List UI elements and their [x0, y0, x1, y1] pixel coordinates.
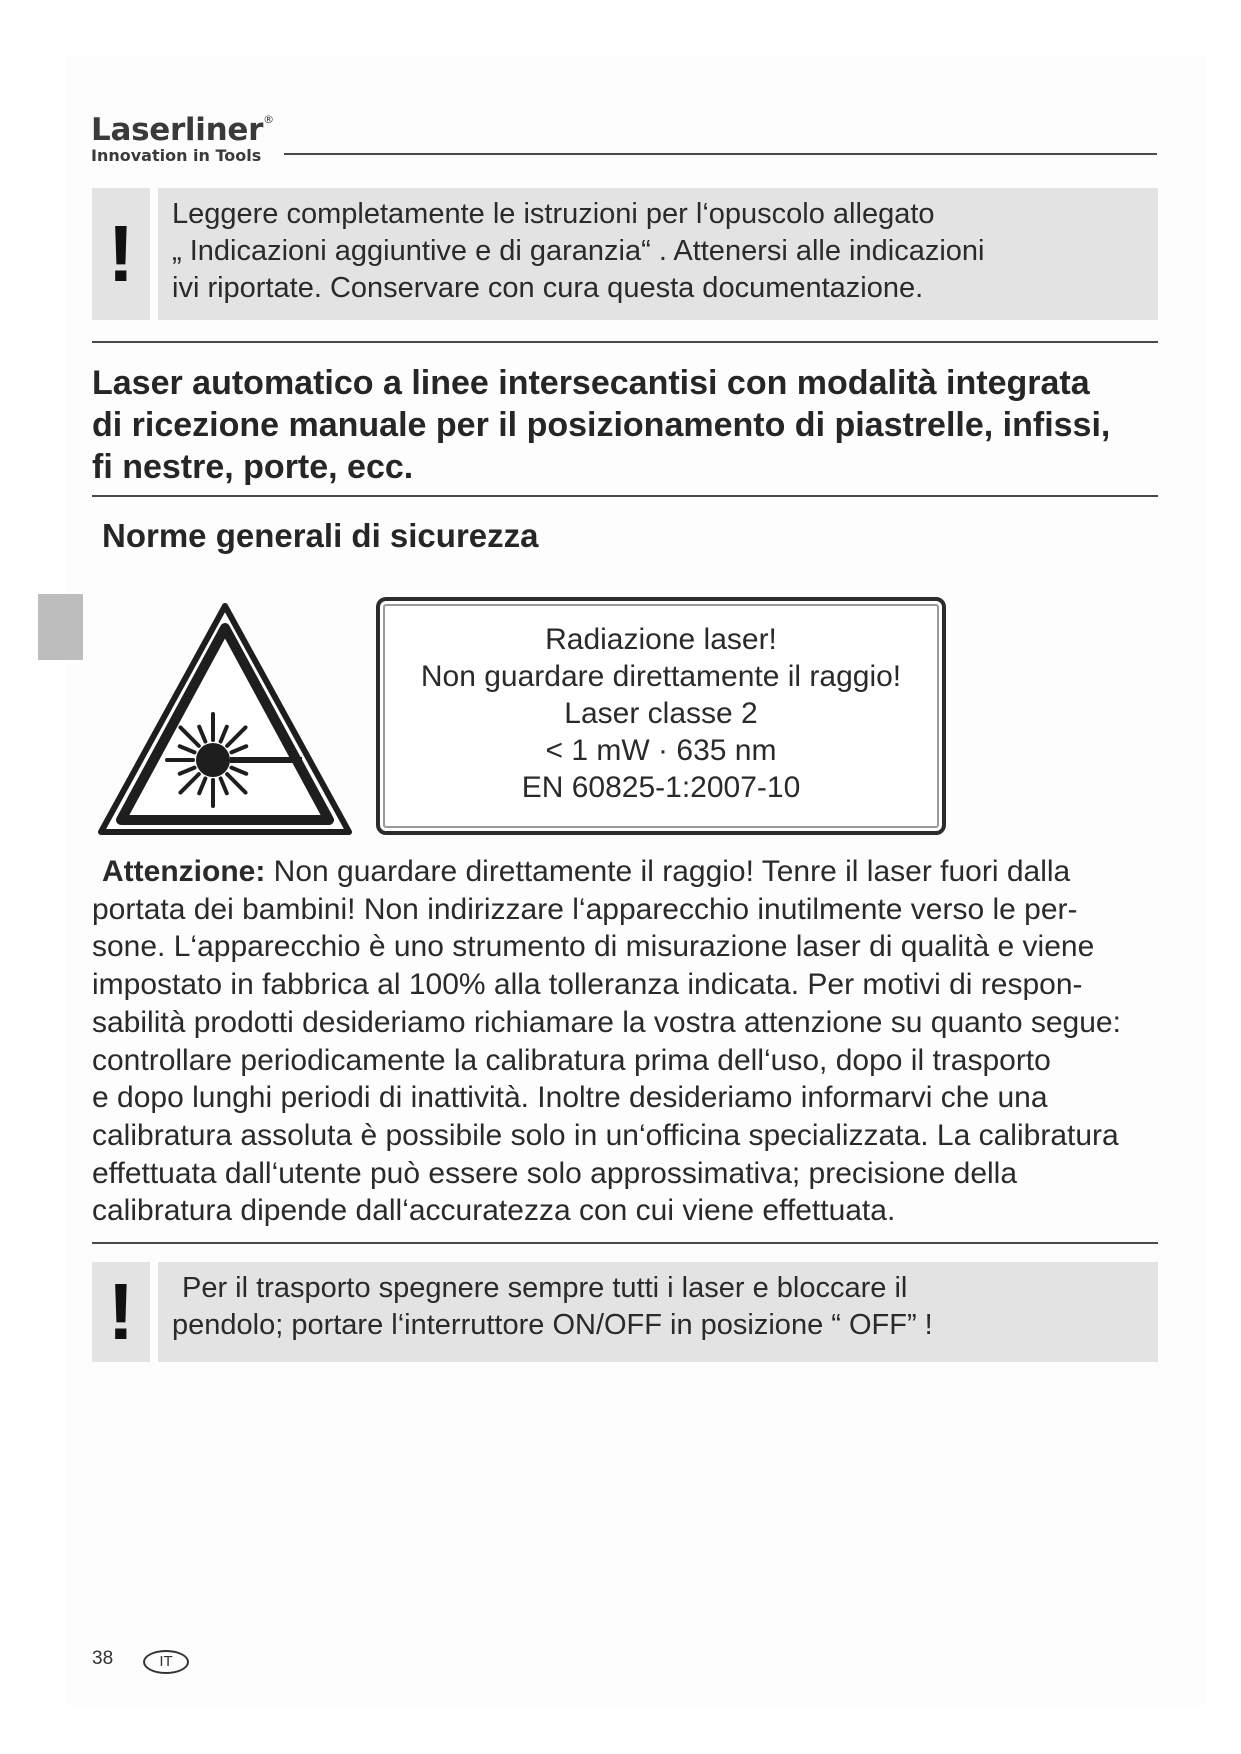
brand-name: Laserliner®: [91, 112, 274, 148]
exclamation-icon: !: [92, 188, 150, 320]
title-line: fi nestre, porte, ecc.: [92, 448, 414, 486]
brand-logo: [91, 103, 381, 165]
section-heading: Norme generali di sicurezza: [102, 517, 539, 554]
notice-line: Per il trasporto spegnere sempre tutti i laser e bloccare il: [182, 1272, 908, 1304]
notice-text: [172, 196, 1138, 307]
exclamation-icon: !: [92, 1262, 150, 1362]
laser-warning-label: [376, 597, 946, 835]
paragraph-line: [92, 853, 1162, 891]
warning-line: < 1 mW · 635 nm: [545, 734, 777, 767]
notice-line: „ Indicazioni aggiuntive e di garanzia“ . Attenersi alle indicazioni: [172, 235, 985, 267]
registered-mark: ®: [263, 113, 274, 126]
section-tab-marker: [38, 594, 83, 660]
laser-warning-triangle-icon: [97, 600, 353, 840]
paragraph-line: e dopo lunghi periodi di inattività. Inoltre desideriamo informarvi che una: [92, 1081, 1048, 1115]
notice-box-bottom: [92, 1262, 1158, 1362]
language-badge: IT: [143, 1650, 189, 1674]
warning-label-text: [380, 621, 942, 806]
divider: [92, 341, 1158, 343]
paragraph-line: sone. L‘apparecchio è uno strumento di misurazione laser di qualità e viene: [92, 930, 1095, 964]
warning-line: Radiazione laser!: [545, 623, 777, 656]
warning-line: EN 60825-1:2007-10: [521, 771, 801, 804]
divider: [92, 1242, 1158, 1244]
paragraph-line: portata dei bambini! Non indirizzare l‘apparecchio inutilmente verso le per-: [92, 892, 1078, 926]
warning-line: Laser classe 2: [564, 697, 758, 730]
paragraph-line: calibratura dipende dall‘accuratezza con cui viene effettuata.: [92, 1194, 896, 1228]
notice-text: [172, 1270, 1138, 1344]
paragraph-text: Non guardare direttamente il raggio! Tenre il laser fuori dalla: [273, 855, 1071, 888]
header-rule: [284, 153, 1157, 155]
document-title: [92, 362, 1172, 488]
title-line: Laser automatico a linee intersecantisi con modalità integrata: [92, 364, 1090, 402]
paragraph-line: calibratura assoluta è possibile solo in un‘officina specializzata. La calibratura: [92, 1118, 1119, 1152]
paragraph-line: impostato in fabbrica al 100% alla tolleranza indicata. Per motivi di respon-: [92, 968, 1083, 1002]
paragraph-line: effettuata dall‘utente può essere solo approssimativa; precisione della: [92, 1156, 1018, 1190]
attention-label: Attenzione:: [102, 855, 266, 888]
notice-line: ivi riportate. Conservare con cura questa documentazione.: [172, 272, 924, 304]
divider: [92, 495, 1158, 497]
page-number: 38: [92, 1648, 114, 1669]
notice-body: [158, 1262, 1158, 1362]
brand-tagline: Innovation in Tools: [91, 146, 262, 165]
notice-body: [158, 188, 1158, 320]
title-line: di ricezione manuale per il posizionamento di piastrelle, infissi,: [92, 406, 1111, 444]
warning-line: Non guardare direttamente il raggio!: [420, 660, 902, 693]
notice-line: pendolo; portare l‘interruttore ON/OFF in posizione “ OFF” !: [172, 1309, 933, 1341]
paragraph-line: controllare periodicamente la calibratura prima dell‘uso, dopo il trasporto: [92, 1043, 1051, 1077]
notice-line: Leggere completamente le istruzioni per l‘opuscolo allegato: [172, 198, 935, 230]
paragraph-line: sabilità prodotti desideriamo richiamare la vostra attenzione su quanto segue:: [92, 1005, 1121, 1039]
notice-box-top: [92, 188, 1158, 320]
attention-paragraph: [92, 853, 1162, 1230]
